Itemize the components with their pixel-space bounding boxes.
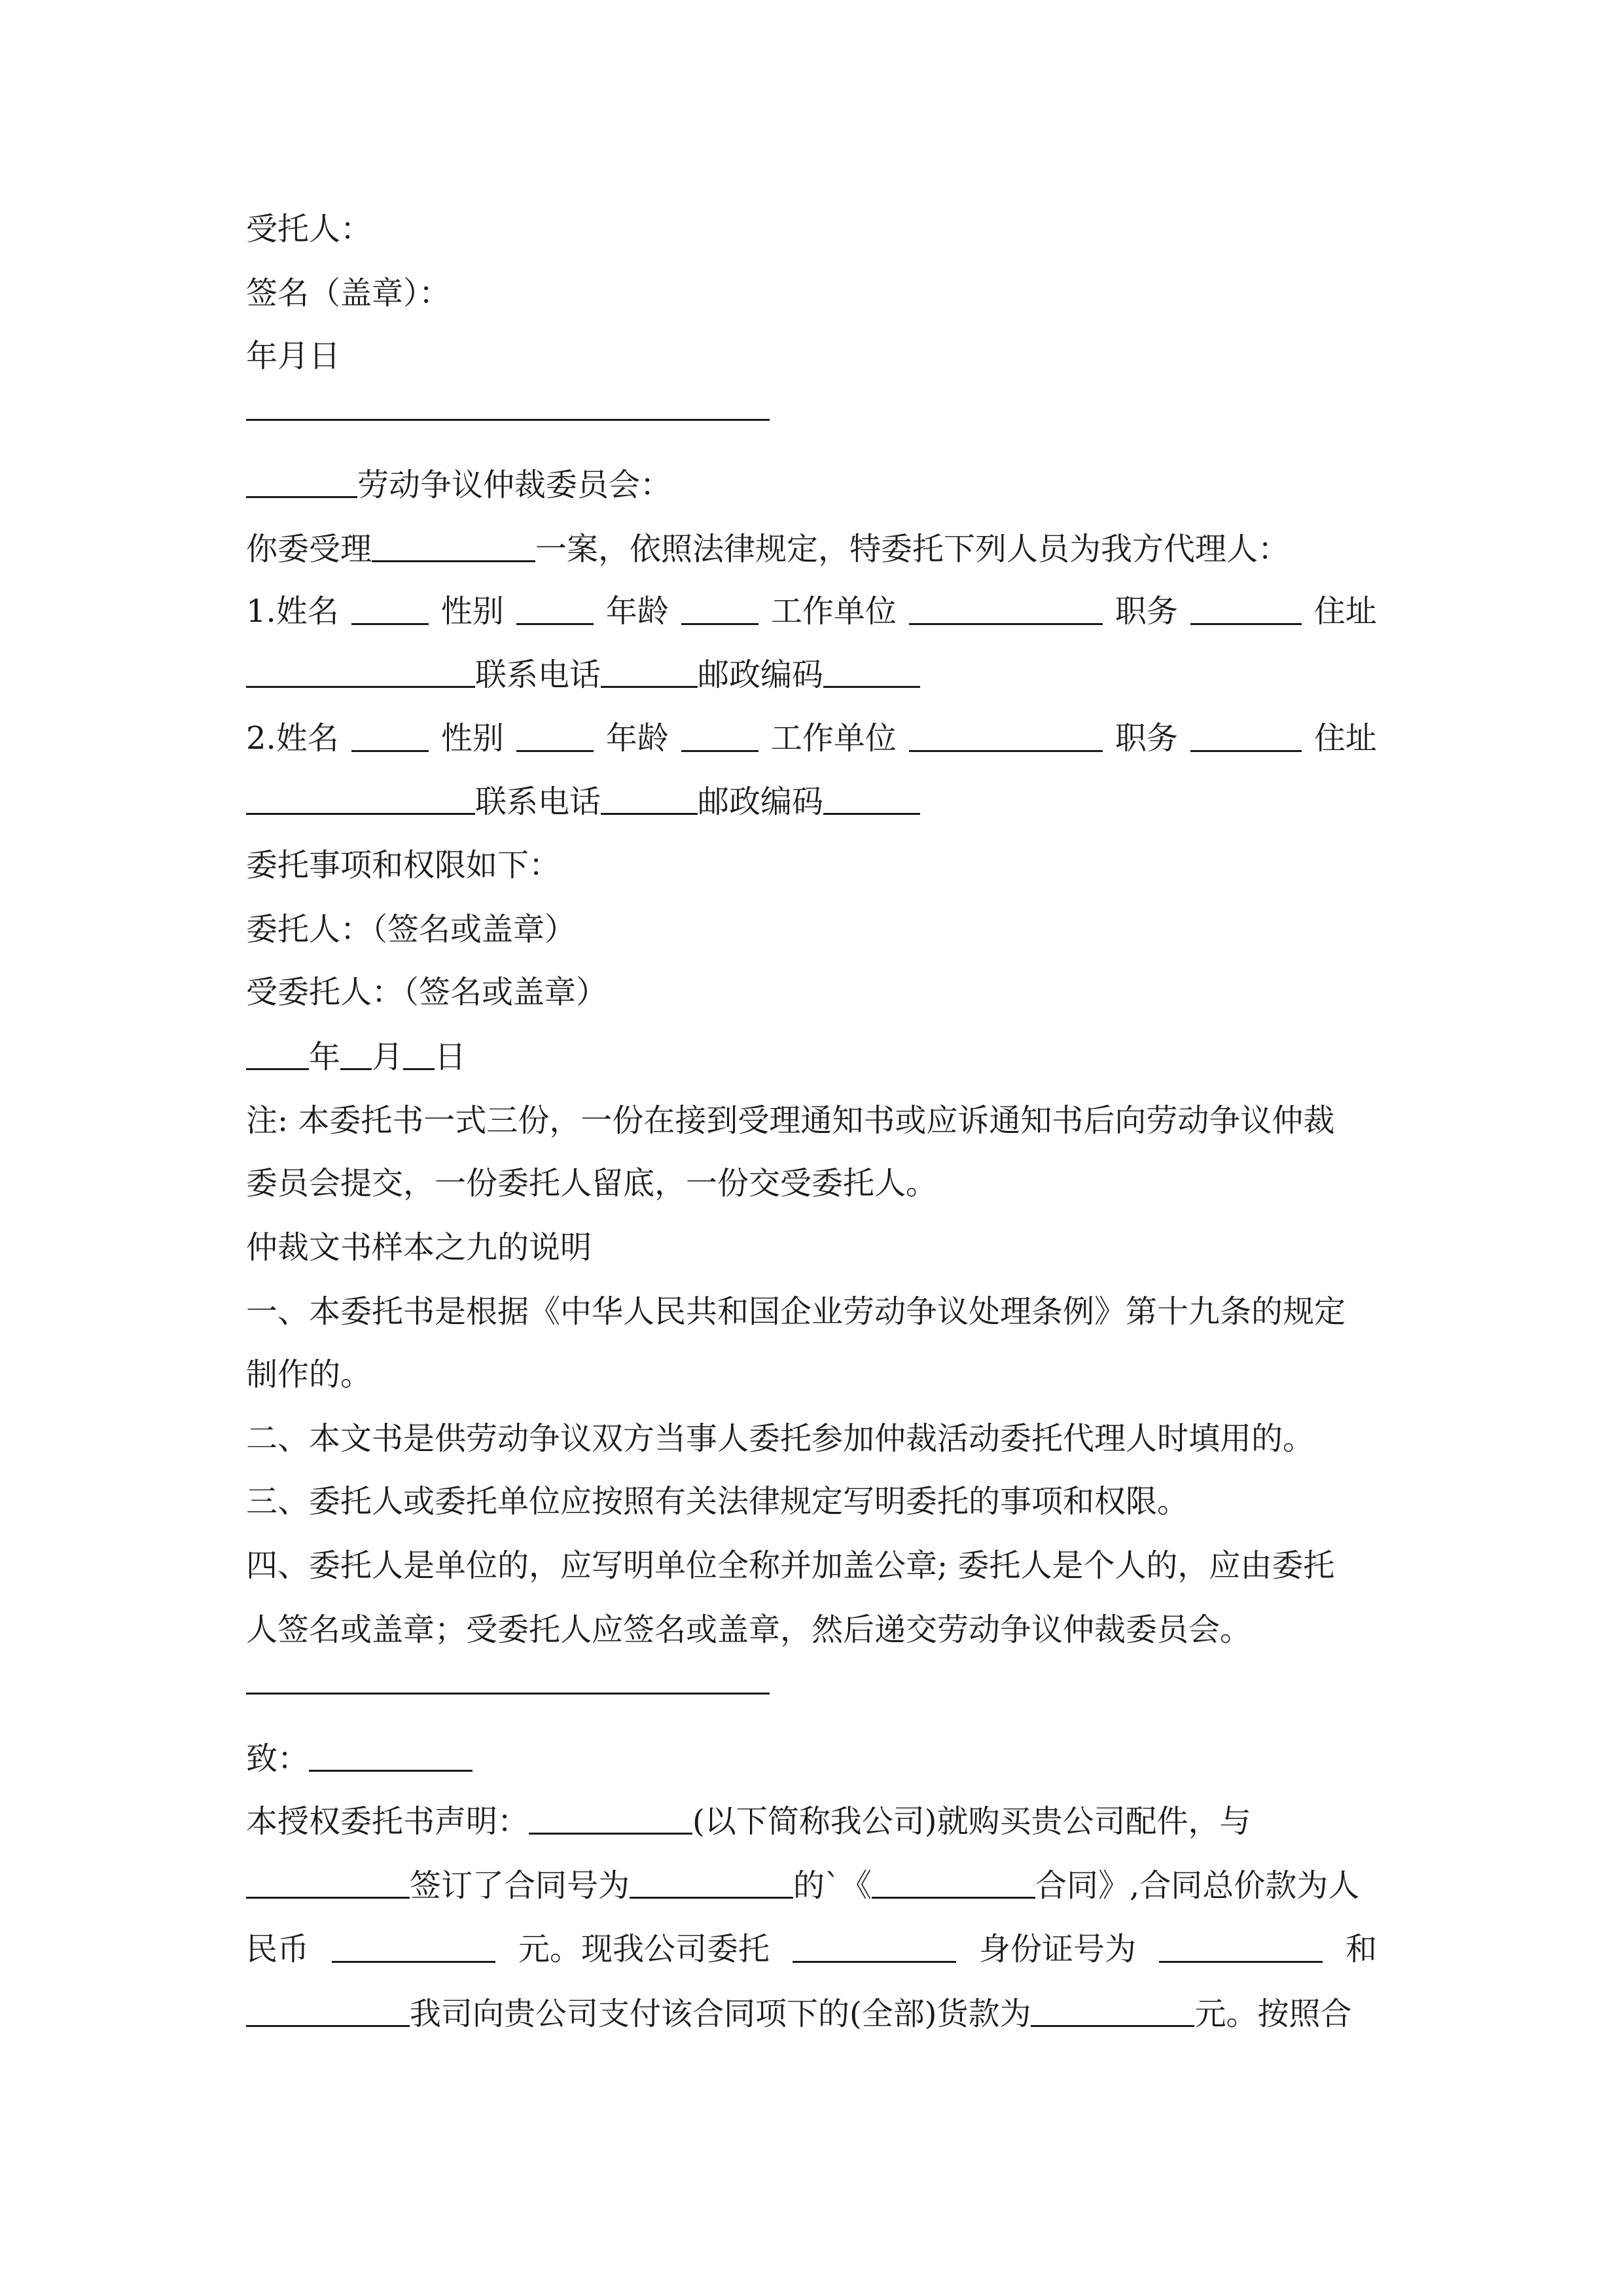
principal-sign: 委托人：（签名或盖章） [246,911,577,948]
address-label: 住址 [1313,593,1377,630]
blank-field[interactable] [246,1037,309,1070]
auth-text: 和 [1345,1931,1377,1967]
agent-number: 2. [246,720,276,757]
intro-line [246,529,1289,569]
blank-field[interactable] [1159,1929,1323,1963]
phone-label: 联系电话 [475,783,601,820]
blank-field[interactable] [823,781,920,815]
item1-line-1: 一、本委托书是根据《中华人民共和国企业劳动争议处理条例》第十九条的规定 [246,1293,1346,1330]
date-line [246,1037,466,1077]
agent2-line2 [246,781,920,821]
item3: 三、委托人或委托单位应按照有关法律规定写明委托的事项和权限。 [246,1483,1189,1520]
to-label: 致： [246,1740,310,1777]
blank-field[interactable] [516,719,594,752]
auth-line-4 [246,1994,1351,2034]
blank-field[interactable] [332,1929,495,1963]
blank-field[interactable] [823,655,920,688]
auth-line-3 [246,1929,1377,1969]
blank-field[interactable] [372,529,535,562]
blank-field[interactable] [351,719,429,752]
postcode-label: 邮政编码 [698,783,824,820]
blank-field[interactable] [1031,1994,1194,2027]
auth-text: 合同》,合同总价款为人 [1035,1867,1360,1904]
blank-field[interactable] [1190,719,1302,752]
explain-title: 仲裁文书样本之九的说明 [246,1229,592,1266]
committee-heading [246,465,671,505]
matters-label: 委托事项和权限如下： [246,847,561,884]
agent1-line1 [246,592,1377,631]
gender-label: 性别 [440,720,504,757]
auth-text: 民币 [246,1931,310,1967]
blank-field[interactable] [630,1865,793,1899]
note-line-2: 委员会提交，一份委托人留底，一份交受委托人。 [246,1165,938,1202]
work-unit-label: 工作单位 [770,593,897,630]
position-label: 职务 [1115,593,1178,630]
auth-text: 本授权委托书声明： [246,1803,529,1840]
auth-text: 身份证号为 [978,1931,1136,1967]
year-label: 年 [309,1039,341,1075]
blank-field[interactable] [529,1801,692,1835]
blank-field[interactable] [246,781,475,815]
blank-field[interactable] [403,1037,435,1070]
blank-field[interactable] [601,781,698,815]
blank-field[interactable] [246,465,357,498]
agent-sign: 受委托人：（签名或盖章） [246,974,608,1011]
name-label: 姓名 [276,720,339,757]
blank-field[interactable] [872,1865,1035,1899]
blank-field[interactable] [309,1738,473,1772]
separator-line [246,419,770,421]
blank-field[interactable] [246,1994,410,2027]
blank-field[interactable] [909,719,1103,752]
work-unit-label: 工作单位 [770,720,897,757]
item4-line-2: 人签名或盖章；受委托人应签名或盖章，然后递交劳动争议仲裁委员会。 [246,1611,1252,1648]
month-label: 月 [372,1039,404,1075]
blank-field[interactable] [246,1865,410,1899]
auth-text: 元。按照合 [1194,1996,1352,2032]
gender-label: 性别 [440,593,504,630]
note-line-1: 注: 本委托书一式三份，一份在接到受理通知书或应诉通知书后向劳动争议仲裁 [246,1102,1335,1139]
blank-field[interactable] [246,655,475,688]
blank-field[interactable] [793,1929,956,1963]
address-label: 住址 [1313,720,1377,757]
item1-line-2: 制作的。 [246,1356,372,1393]
day-label: 日 [435,1039,467,1075]
blank-field[interactable] [909,592,1103,625]
auth-line-2 [246,1865,1359,1905]
auth-line-1 [246,1801,1251,1841]
agent-number: 1. [246,593,276,630]
item4-line-1: 四、委托人是单位的，应写明单位全称并加盖公章; 委托人是个人的，应由委托 [246,1547,1335,1584]
to-line [246,1738,473,1778]
blank-field[interactable] [601,655,698,688]
age-label: 年龄 [605,593,669,630]
blank-field[interactable] [351,592,429,625]
separator-line [246,1693,770,1695]
item2: 二、本文书是供劳动争议双方当事人委托参加仲裁活动委托代理人时填用的。 [246,1420,1315,1457]
date-label: 年月日 [246,338,341,374]
committee-text: 劳动争议仲裁委员会： [357,467,672,503]
intro-text-b: 一案，依照法律规定，特委托下列人员为我方代理人： [535,531,1290,567]
blank-field[interactable] [681,719,758,752]
agent1-line2 [246,655,920,694]
blank-field[interactable] [1190,592,1302,625]
blank-field[interactable] [340,1037,372,1070]
phone-label: 联系电话 [475,656,601,693]
auth-text: 签订了合同号为 [410,1867,630,1904]
position-label: 职务 [1115,720,1178,757]
intro-text-a: 你委受理 [246,531,372,567]
signature-label: 签名（盖章）： [246,275,451,312]
auth-text: 的`《 [793,1867,872,1904]
auth-text: 我司向贵公司支付该合同项下的(全部)货款为 [410,1996,1031,2032]
trustee-label: 受托人： [246,211,372,247]
auth-text: (以下简称我公司)就购买贵公司配件，与 [692,1803,1251,1840]
agent2-line1 [246,719,1377,758]
auth-text: 元。现我公司委托 [518,1931,770,1967]
blank-field[interactable] [681,592,758,625]
name-label: 姓名 [276,593,339,630]
postcode-label: 邮政编码 [698,656,824,693]
blank-field[interactable] [516,592,594,625]
age-label: 年龄 [605,720,669,757]
